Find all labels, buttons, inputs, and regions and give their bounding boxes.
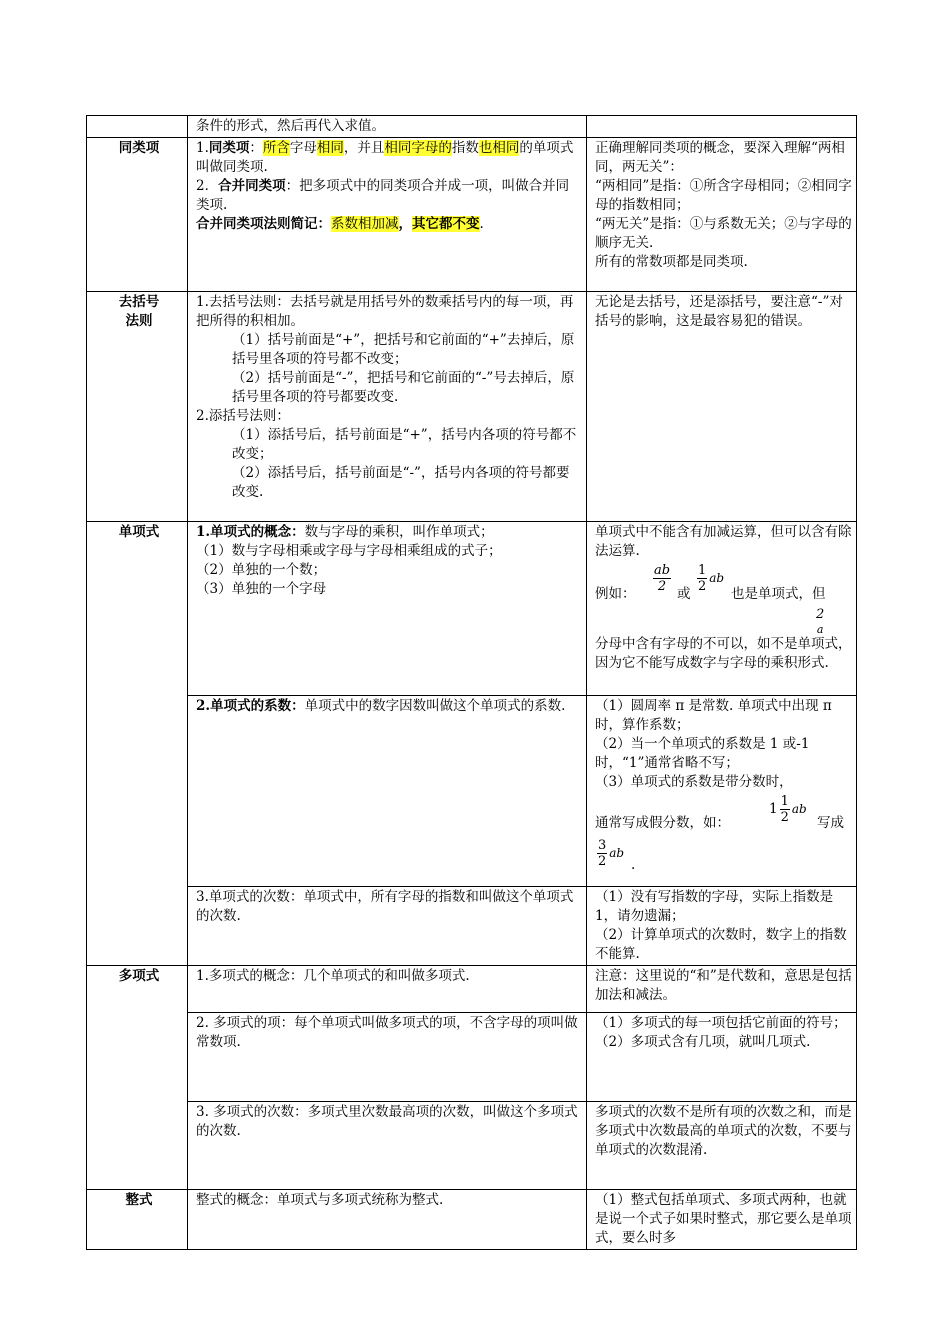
- merge-term: 合并同类项: [218, 178, 286, 194]
- topic-bracket-rules: [87, 292, 188, 522]
- example-label: 例如：: [595, 586, 636, 602]
- note-text: 写成: [817, 815, 844, 831]
- frac-den: 2: [780, 810, 789, 825]
- frac-den: a: [816, 623, 824, 636]
- frac-num: ab: [654, 563, 671, 578]
- fraction-2-over-a: [815, 607, 825, 637]
- def-colon: ：: [249, 140, 263, 156]
- row-monomial-concept: [87, 522, 857, 696]
- topic-monomial: 单项式: [87, 522, 188, 966]
- frac-num: 1: [780, 794, 789, 809]
- polynomial-concept: 1.多项式的概念：几个单项式的和叫做多项式.: [188, 966, 587, 1013]
- rule-term: 合并同类项法则简记: [196, 216, 318, 232]
- polynomial-degree: 3. 多项式的次数：多项式里次数最高项的次数，叫做这个多项式的次数.: [188, 1102, 587, 1190]
- monomial-concept-note: [587, 522, 857, 696]
- improper-3-2-ab: [595, 838, 624, 869]
- like-terms-content: [188, 138, 587, 292]
- note-line: （1）多项式的每一项包括它前面的符号；: [595, 1015, 847, 1031]
- note-denominator: [595, 635, 852, 673]
- like-terms-note: [587, 138, 857, 292]
- monomial-case-2: （2）单独的一个数；: [196, 562, 327, 578]
- frac-num: 2: [816, 607, 825, 622]
- improper-example-line: [595, 836, 852, 876]
- merge-rule: [196, 215, 582, 234]
- frac-den: 2: [598, 854, 607, 869]
- topic-integral-expression: 整式: [87, 1190, 188, 1250]
- add-bracket-rule: 2.添括号法则：: [196, 408, 290, 424]
- like-terms-definition: [196, 139, 582, 177]
- def-prefix: 1.: [196, 140, 209, 156]
- topic-line-2: 法则: [125, 313, 153, 329]
- polynomial-terms: 2. 多项式的项：每个单项式叫做多项式的项，不含字母的项叫做常数项.: [188, 1013, 587, 1102]
- mixed-number-1-1-2-ab: [769, 794, 807, 825]
- note-line: （1）没有写指数的字母，实际上指数是1，请勿遗漏；: [595, 889, 834, 924]
- row-continuation: [87, 116, 857, 138]
- topic-cell-empty: [87, 116, 188, 138]
- note-text: 通常写成假分数，如：: [595, 815, 730, 831]
- note-line: 所有的常数项都是同类项.: [595, 254, 748, 270]
- remove-bracket-rule: 1.去括号法则：去括号就是用括号外的数乘括号内的每一项，再把所得的积相加。: [196, 294, 574, 329]
- rule-period: .: [479, 216, 484, 232]
- topic-like-terms: 同类项: [87, 138, 188, 292]
- merge-prefix: 2．: [196, 178, 219, 194]
- bracket-rules-note: 无论是去括号，还是添括号，要注意“-”对括号的影响，这是最容易犯的错误。: [587, 292, 857, 522]
- bracket-rules-content: [188, 292, 587, 522]
- rule-comma: ，: [398, 216, 412, 232]
- row-monomial-coefficient: [87, 696, 857, 887]
- rule-highlight-unchanged: 其它都不变: [412, 216, 480, 232]
- merge-like-terms: [196, 177, 582, 215]
- frac-den: 2: [657, 579, 667, 594]
- continuation-text: 条件的形式，然后再代入求值。: [188, 116, 587, 138]
- half-ab: [695, 563, 724, 594]
- def-and: ，并且: [343, 140, 385, 156]
- def-highlight-same-letters: 相同字母的: [384, 140, 452, 156]
- polynomial-terms-note: [587, 1013, 857, 1102]
- remove-minus-case: （2）括号前面是“-”，把括号和它前面的“-”号去掉后，原括号里各项的符号都要改变.: [232, 370, 575, 405]
- note-period: .: [631, 857, 636, 873]
- rule-highlight-add: 系数相加减: [331, 216, 399, 232]
- polynomial-concept-note: 注意：这里说的“和”是代数和，意思是包括加法和减法。: [587, 966, 857, 1013]
- denominator-line-spacer: [595, 607, 852, 635]
- rule-colon: ：: [317, 216, 331, 232]
- also-text: 也是单项式，但: [731, 586, 826, 602]
- row-polynomial-degree: [87, 1102, 857, 1190]
- note-line: “两相同”是指：①所含字母相同；②相同字母的指数相同；: [595, 178, 852, 213]
- example-line: [595, 561, 852, 607]
- frac-num: 3: [598, 838, 607, 853]
- monomial-coefficient: [188, 696, 587, 887]
- topic-line-1: 去括号: [118, 294, 160, 310]
- or-text: 或: [677, 586, 691, 602]
- frac-var: ab: [609, 846, 625, 860]
- note-line: 单项式中不能含有加减运算，但可以含有除法运算.: [595, 524, 852, 559]
- mixed-whole: 1: [769, 801, 778, 817]
- monomial-concept: [188, 522, 587, 696]
- note-line: “两无关”是指：①与系数无关；②与字母的顺序无关.: [595, 216, 852, 251]
- merge-text: ：把多项式中的同类项合并成一项，叫做合并同类项.: [196, 178, 570, 213]
- fraction-ab-over-2: [653, 563, 671, 594]
- monomial-coefficient-note: [587, 696, 857, 887]
- note-line: （2）多项式含有几项，就叫几项式.: [595, 1034, 811, 1050]
- coefficient-term: 2.单项式的系数：: [196, 698, 305, 714]
- mixed-example-line: [595, 792, 852, 836]
- monomial-case-1: （1）数与字母相乘或字母与字母相乘组成的式子；: [196, 543, 502, 559]
- monomial-degree-note: [587, 887, 857, 966]
- row-polynomial-terms: [87, 1013, 857, 1102]
- row-integral-expression: [87, 1190, 857, 1250]
- polynomial-degree-note: 多项式的次数不是所有项的次数之和，而是多项式中次数最高的单项式的次数，不要与单项式的次数混淆.: [587, 1102, 857, 1190]
- def-highlight-same: 相同: [316, 140, 344, 156]
- frac-var: ab: [791, 802, 807, 816]
- add-plus-case: （1）添括号后，括号前面是“+”，括号内各项的符号都不改变；: [232, 427, 577, 462]
- monomial-degree: 3.单项式的次数：单项式中，所有字母的指数和叫做这个单项式的次数.: [188, 887, 587, 966]
- monomial-def-text: 数与字母的乘积，叫作单项式；: [304, 524, 494, 540]
- integral-expression-note: （1）整式包括单项式、多项式两种，也就是说一个式子如果时整式，那它要么是单项式，要么时多: [587, 1190, 857, 1250]
- remove-plus-case: （1）括号前面是“+”，把括号和它前面的“+”去掉后，原括号里各项的符号都不改变；: [232, 332, 575, 367]
- def-letters: 字母: [289, 140, 317, 156]
- topic-polynomial: 多项式: [87, 966, 188, 1190]
- add-minus-case: （2）添括号后，括号前面是“-”，括号内各项的符号都要改变.: [232, 465, 570, 500]
- integral-expression: 整式的概念：单项式与多项式统称为整式.: [188, 1190, 587, 1250]
- def-highlight-contain: 所含: [262, 140, 290, 156]
- def-term: 同类项: [208, 140, 250, 156]
- monomial-definition: [196, 523, 582, 542]
- frac-num: 1: [698, 563, 707, 578]
- note-text: 不是单项式，因为它不能写成数字与字母的乘积形式.: [595, 636, 852, 671]
- def-tail: 的单项式叫做同类项.: [196, 140, 574, 175]
- note-text: 分母中含有字母的不可以，如: [595, 636, 771, 652]
- def-highlight-also-same: 也相同: [478, 140, 520, 156]
- row-polynomial-concept: [87, 966, 857, 1013]
- note-line: （2）当一个单项式的系数是 1 或-1 时，“1”通常省略不写；: [595, 736, 810, 771]
- row-like-terms: [87, 138, 857, 292]
- note-line: （1）圆周率 π 是常数. 单项式中出现 π 时，算作系数；: [595, 698, 832, 733]
- note-line: （2）计算单项式的次数时，数字上的指数不能算.: [595, 927, 847, 962]
- monomial-def-term: 1.单项式的概念：: [196, 524, 305, 540]
- coefficient-text: 单项式中的数字因数叫做这个单项式的系数.: [304, 698, 566, 714]
- frac-var: ab: [709, 571, 725, 585]
- row-monomial-degree: [87, 887, 857, 966]
- note-line: （3）单项式的系数是带分数时，: [595, 774, 793, 790]
- note-line: 正确理解同类项的概念，要深入理解“两相同，两无关”：: [595, 140, 845, 175]
- row-bracket-rules: [87, 292, 857, 522]
- monomial-case-3: （3）单独的一个字母: [196, 581, 327, 597]
- continuation-note-empty: [587, 116, 857, 138]
- frac-den: 2: [698, 579, 707, 594]
- def-exponent: 指数: [451, 140, 479, 156]
- knowledge-table: [86, 115, 857, 1250]
